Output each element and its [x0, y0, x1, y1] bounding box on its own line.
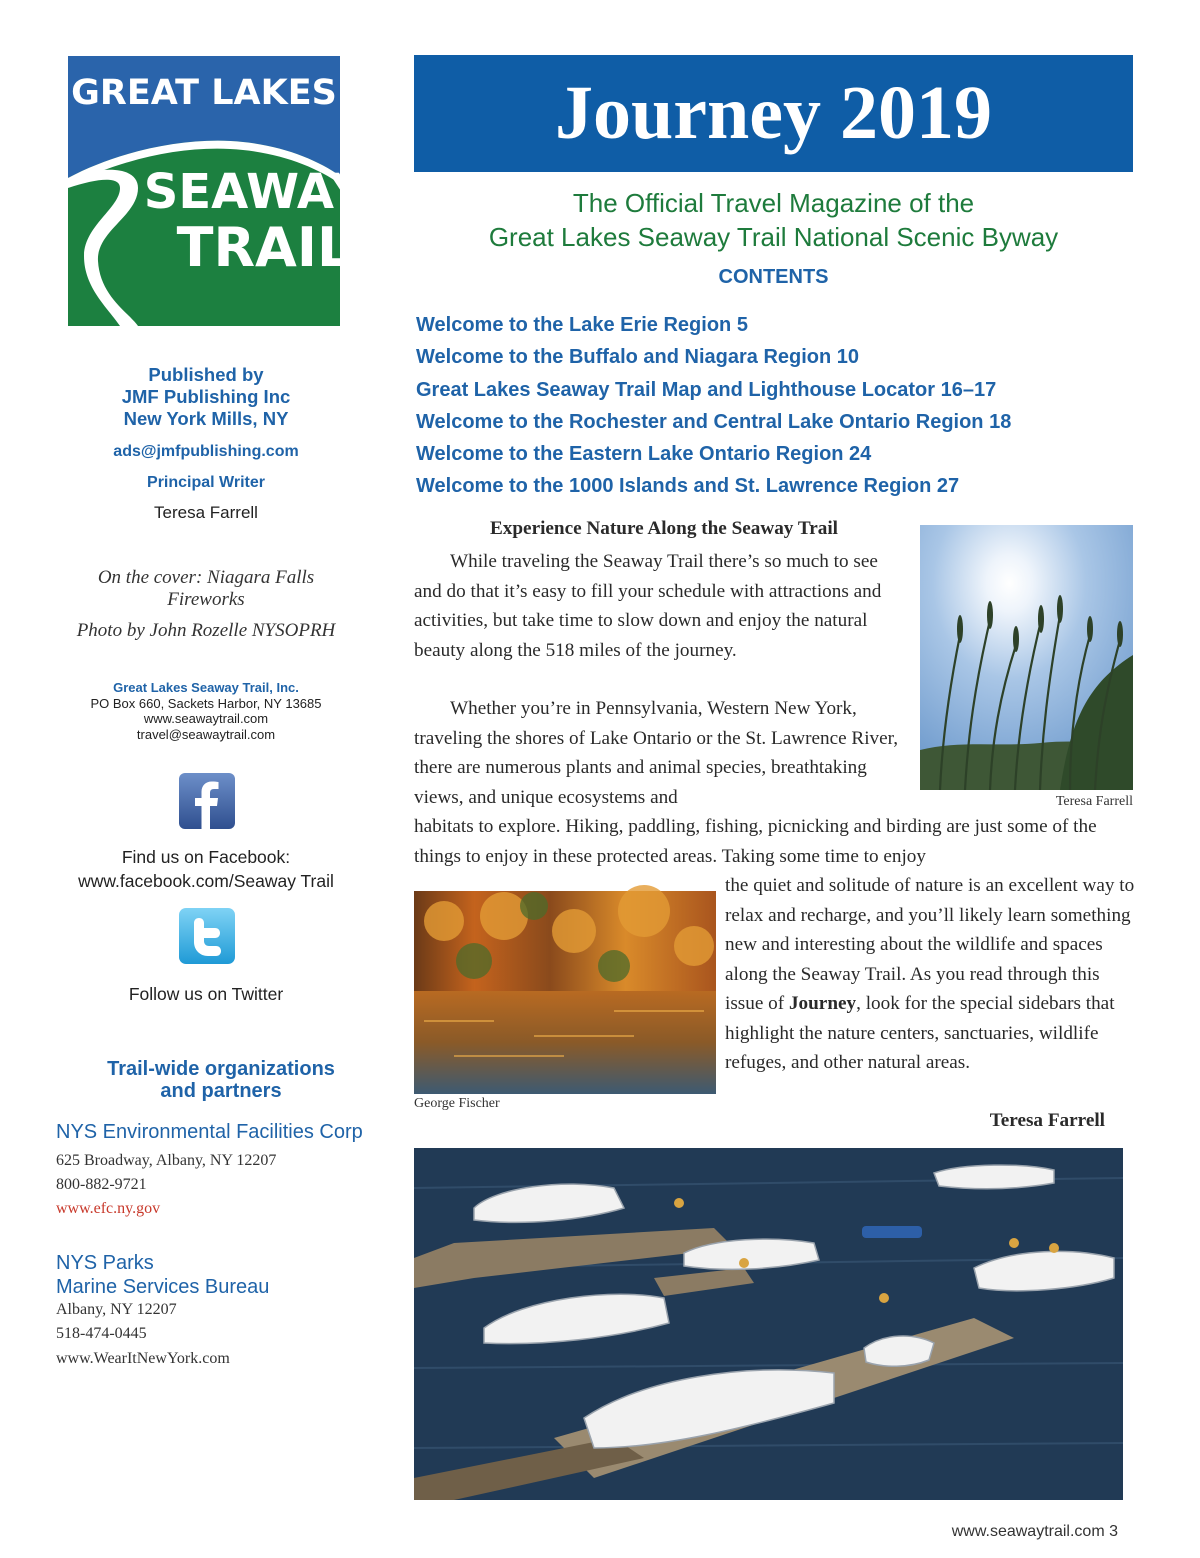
efc-name: NYS Environmental Facilities Corp — [56, 1121, 363, 1143]
principal-writer-name: Teresa Farrell — [154, 503, 258, 522]
page-title: Journey 2019 — [555, 71, 992, 155]
partners-heading — [60, 1058, 382, 1102]
publisher-line1: Published by — [148, 364, 264, 385]
cover-line1: On the cover: Niagara Falls — [97, 567, 315, 588]
toc-item[interactable]: Welcome to the Buffalo and Niagara Region 10 — [416, 346, 860, 369]
page-footer: www.seawaytrail.com 3 — [951, 1523, 1118, 1540]
publisher-block — [60, 364, 352, 430]
cover-caption — [50, 567, 362, 611]
article-paragraph: While traveling the Seaway Trail there’s so much to see and do that it’s easy to fill your schedule with attractions and activities, but take time to slow down and enjoy the natural beauty along the 518 miles of the journey. — [414, 551, 882, 661]
facebook-text — [60, 845, 352, 893]
twitter-text[interactable]: Follow us on Twitter — [128, 984, 284, 1004]
organization-address: PO Box 660, Sackets Harbor, NY 13685 — [90, 695, 322, 711]
parks-name-line1: NYS Parks — [56, 1252, 154, 1274]
efc-address: 625 Broadway, Albany, NY 12207 — [56, 1152, 277, 1169]
article-text: the quiet and solitude of nature is an excellent way to relax and recharge, and you’ll likely learn something new and interesting about the wildlife and spaces along the Seaway Trail. As you read through this issue of — [725, 875, 1135, 1014]
parks-name-line2: Marine Services Bureau — [56, 1276, 270, 1298]
article-paragraph — [725, 871, 1135, 1078]
partners-heading-line2: and partners — [160, 1080, 282, 1102]
parks-website-link[interactable]: www.WearItNewYork.com — [56, 1350, 230, 1367]
article-paragraph: Whether you’re in Pennsylvania, Western New York, traveling the shores of Lake Ontario or the St. Lawrence River, there are numerous plants and animal species, breathtaking views, and unique ecosystems and — [414, 698, 899, 808]
facebook-line1: Find us on Facebook: — [121, 847, 291, 867]
seaway-trail-logo — [68, 56, 365, 326]
subtitle — [414, 186, 1133, 254]
partners-heading-line1: Trail-wide organizations — [107, 1058, 335, 1080]
article-paragraph-continued: habitats to explore. Hiking, paddling, fishing, picnicking and birding are just some of the things to enjoy in these protected areas. Taking some time to enjoy — [414, 816, 1097, 867]
organization-name: Great Lakes Seaway Trail, Inc. — [113, 680, 299, 695]
twitter-icon[interactable] — [179, 908, 235, 964]
autumn-photo-credit: George Fischer — [414, 1096, 500, 1111]
boats-dock-photo — [414, 1148, 1123, 1500]
organization-website-link[interactable]: www.seawaytrail.com — [143, 711, 269, 726]
subtitle-line2: Great Lakes Seaway Trail National Scenic Byway — [488, 222, 1059, 252]
efc-phone: 800-882-9721 — [56, 1176, 147, 1193]
logo-line2: SEAWAY — [143, 164, 365, 220]
article-text: , look for the special sidebars that highlight the nature centers, sanctuaries, wildlife refuges, and other natural areas. — [725, 993, 1115, 1073]
facebook-link[interactable]: www.facebook.com/Seaway Trail — [78, 871, 334, 891]
toc-item[interactable]: Welcome to the Rochester and Central Lake Ontario Region 18 — [416, 410, 1012, 433]
organization-block — [60, 680, 352, 742]
publisher-email-link[interactable]: ads@jmfpublishing.com — [113, 443, 299, 460]
facebook-icon[interactable] — [179, 773, 235, 829]
logo-line1: GREAT LAKES — [71, 73, 337, 113]
contents-heading: CONTENTS — [718, 266, 829, 288]
logo-line3: TRAIL — [176, 216, 352, 279]
toc-item[interactable]: Great Lakes Seaway Trail Map and Lighthouse Locator 16–17 — [416, 378, 997, 401]
organization-email-link[interactable]: travel@seawaytrail.com — [136, 726, 276, 742]
toc-item[interactable]: Welcome to the 1000 Islands and St. Lawrence Region 27 — [416, 475, 960, 498]
principal-writer-label: Principal Writer — [147, 474, 265, 491]
efc-website-link[interactable]: www.efc.ny.gov — [56, 1200, 161, 1217]
publisher-name: JMF Publishing Inc — [121, 386, 291, 407]
article-title: Experience Nature Along the Seaway Trail — [489, 518, 838, 539]
toc-item[interactable]: Welcome to the Lake Erie Region 5 — [416, 314, 748, 336]
cover-photo-credit: Photo by John Rozelle NYSOPRH — [76, 620, 336, 641]
cover-line2: Fireworks — [167, 589, 245, 610]
toc-item[interactable]: Welcome to the Eastern Lake Ontario Region 24 — [416, 443, 872, 466]
publisher-location: New York Mills, NY — [123, 408, 289, 429]
parks-address: Albany, NY 12207 — [56, 1301, 177, 1318]
table-of-contents — [416, 309, 1156, 503]
grass-sun-photo — [920, 525, 1133, 790]
article-byline: Teresa Farrell — [989, 1110, 1105, 1131]
grass-photo-credit: Teresa Farrell — [1055, 794, 1133, 809]
parks-phone: 518-474-0445 — [56, 1325, 147, 1342]
parks-name — [56, 1251, 269, 1299]
subtitle-line1: The Official Travel Magazine of the — [572, 188, 975, 218]
magazine-name: Journey — [788, 993, 857, 1014]
autumn-lake-photo — [414, 891, 716, 1094]
